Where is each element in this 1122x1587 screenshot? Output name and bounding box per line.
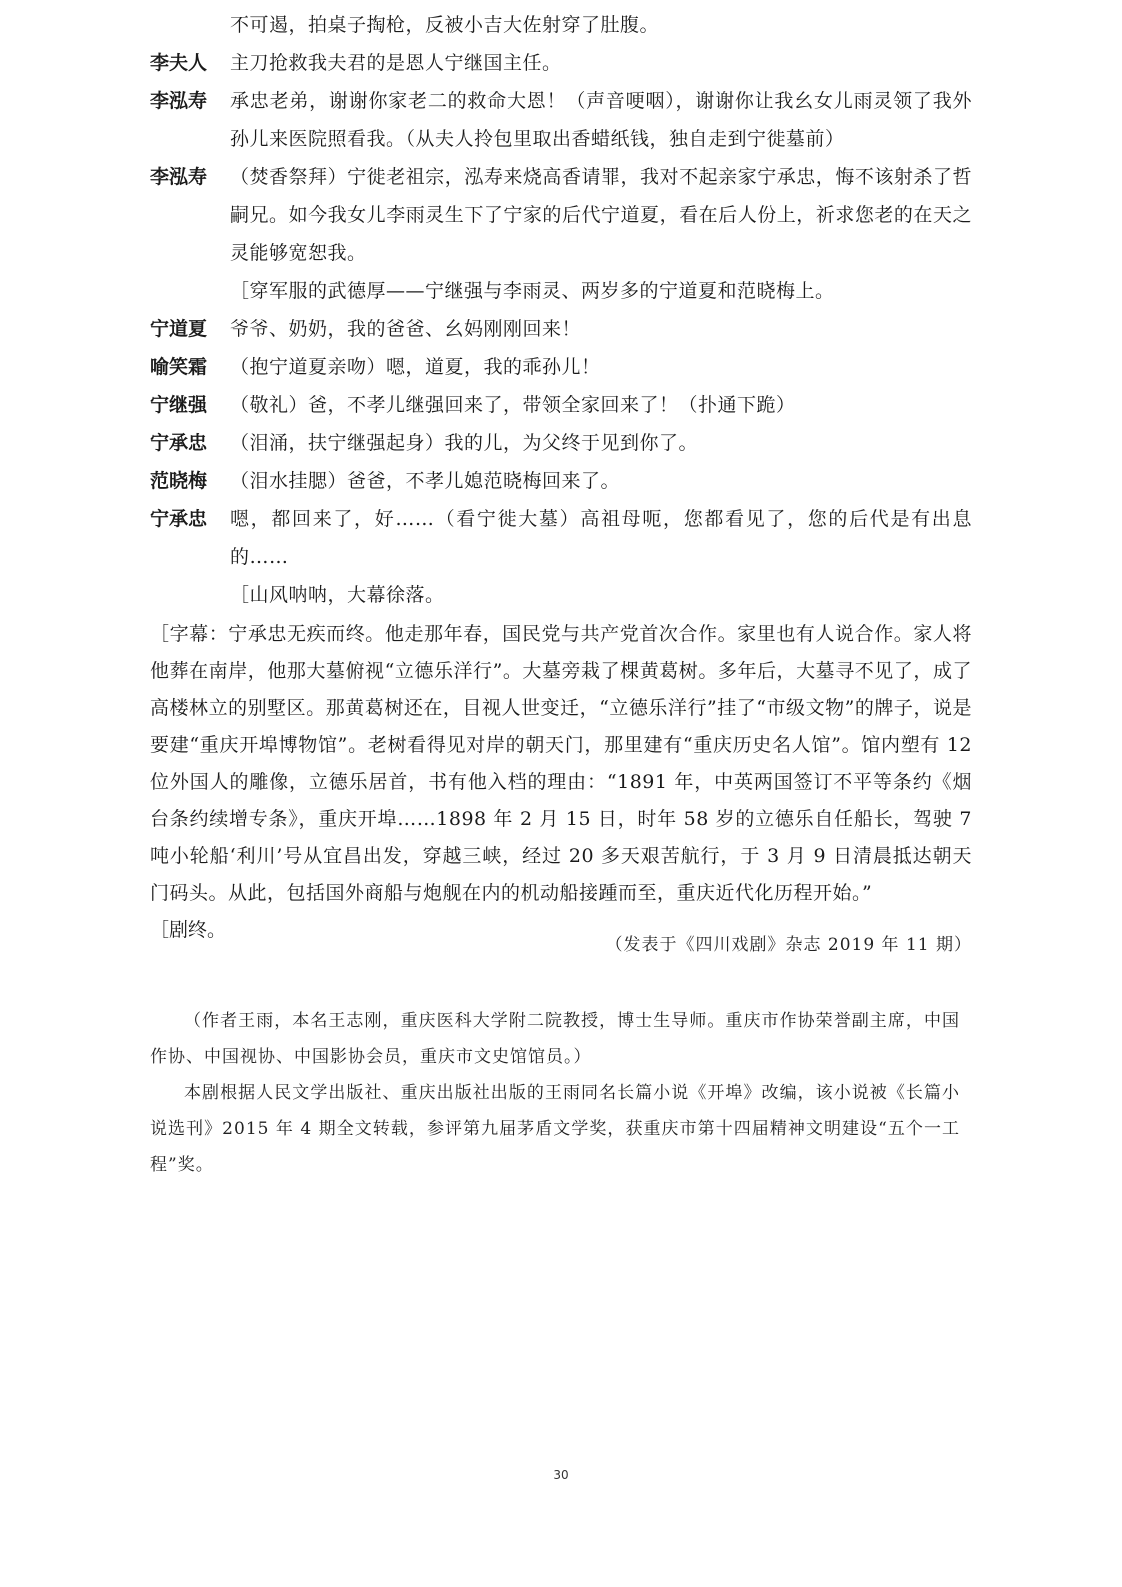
dialogue-line	[150, 44, 972, 82]
dialogue-text: （泪水挂腮）爸爸，不孝儿媳范晓梅回来了。	[230, 470, 621, 492]
author-notes	[150, 1003, 960, 1183]
stage-direction-text: ［穿军服的武德厚——宁继强与李雨灵、两岁多的宁道夏和范晓梅上。	[230, 280, 835, 302]
dialogue-text: 主刀抢救我夫君的是恩人宁继国主任。	[230, 52, 562, 74]
epilogue-caption: ［字幕：宁承忠无疾而终。他走那年春，国民党与共产党首次合作。家里也有人说合作。家人将他葬在南岸，他那大墓俯视“立德乐洋行”。大墓旁栽了棵黄葛树。多年后，大墓寻不见了，成了高楼林立的别墅区。那黄葛树还在，目视人世变迁，“立德乐洋行”挂了“市级文物”的牌子，说是要建“重庆开埠博物馆”。老树看得见对岸的朝天门，那里建有“重庆历史名人馆”。馆内塑有 12 位外国人的雕像，立德乐居首，书有他入档的理由：“1891 年，中英两国签订不平等条约《烟台条约续增专条》，重庆开埠……1898 年 2 月 15 日，时年 58 岁的立德乐自任船长，驾驶 7 吨小轮船‘利川’号从宜昌出发，穿越三峡，经过 20 多天艰苦航行，于 3 月 9 日清晨抵达朝天门码头。从此，包括国外商船与炮舰在内的机动船接踵而至，重庆近代化历程开始。”	[150, 623, 972, 904]
page-number: 30	[553, 1468, 569, 1482]
dialogue-line	[150, 310, 972, 348]
script-body	[150, 6, 972, 949]
dialogue-line	[150, 500, 972, 576]
dialogue-text: （焚香祭拜）宁徙老祖宗，泓寿来烧高香请罪，我对不起亲家宁承忠，悔不该射杀了哲嗣兄。如今我女儿李雨灵生下了宁家的后代宁道夏，看在后人份上，祈求您老的在天之灵能够宽恕我。	[230, 166, 972, 264]
speaker-name: 宁继强	[150, 394, 208, 416]
dialogue-text: （抱宁道夏亲吻）嗯，道夏，我的乖孙儿！	[230, 356, 601, 378]
dialogue-text: （泪涌，扶宁继强起身）我的儿，为父终于见到你了。	[230, 432, 699, 454]
dialogue-text: 承忠老弟，谢谢你家老二的救命大恩！（声音哽咽），谢谢你让我幺女儿雨灵领了我外孙儿来医院照看我。（从夫人拎包里取出香蜡纸钱，独自走到宁徙墓前）	[230, 90, 972, 150]
speaker-name: 李夫人	[150, 52, 208, 74]
dialogue-text: 嗯，都回来了，好……（看宁徙大墓）高祖母呃，您都看见了，您的后代是有出息的……	[230, 508, 972, 568]
speaker-name: 范晓梅	[150, 470, 208, 492]
speaker-name: 喻笑霜	[150, 356, 208, 378]
speaker-name: 宁承忠	[150, 432, 208, 454]
speaker-name: 李泓寿	[150, 90, 208, 112]
dialogue-text: （敬礼）爸，不孝儿继强回来了，带领全家回来了！（扑通下跪）	[230, 394, 796, 416]
dialogue-line	[150, 386, 972, 424]
dialogue-line	[150, 462, 972, 500]
stage-direction	[150, 272, 972, 310]
dialogue-line	[150, 424, 972, 462]
adaptation-note: 本剧根据人民文学出版社、重庆出版社出版的王雨同名长篇小说《开埠》改编，该小说被《长篇小说选刊》2015 年 4 期全文转载，参评第九届茅盾文学奖，获重庆市第十四届精神文明建设“五个一工程”奖。	[150, 1083, 960, 1175]
author-bio: （作者王雨，本名王志刚，重庆医科大学附二院教授，博士生导师。重庆市作协荣誉副主席，中国作协、中国视协、中国影协会员，重庆市文史馆馆员。）	[150, 1011, 960, 1067]
speaker-name: 宁道夏	[150, 318, 208, 340]
dialogue-text: 不可遏，拍桌子掏枪，反被小吉大佐射穿了肚腹。	[230, 14, 660, 36]
stage-direction-text: ［山风呐呐，大幕徐落。	[230, 584, 445, 606]
dialogue-text: 爷爷、奶奶，我的爸爸、幺妈刚刚回来！	[230, 318, 582, 340]
stage-direction	[150, 6, 972, 44]
dialogue-line	[150, 158, 972, 272]
stage-direction	[150, 576, 972, 614]
speaker-name: 宁承忠	[150, 508, 208, 530]
dialogue-line	[150, 348, 972, 386]
speaker-name: 李泓寿	[150, 166, 208, 188]
publication-info: （发表于《四川戏剧》杂志 2019 年 11 期）	[605, 935, 972, 955]
play-ending: ［剧终。	[150, 919, 227, 941]
dialogue-line	[150, 82, 972, 158]
